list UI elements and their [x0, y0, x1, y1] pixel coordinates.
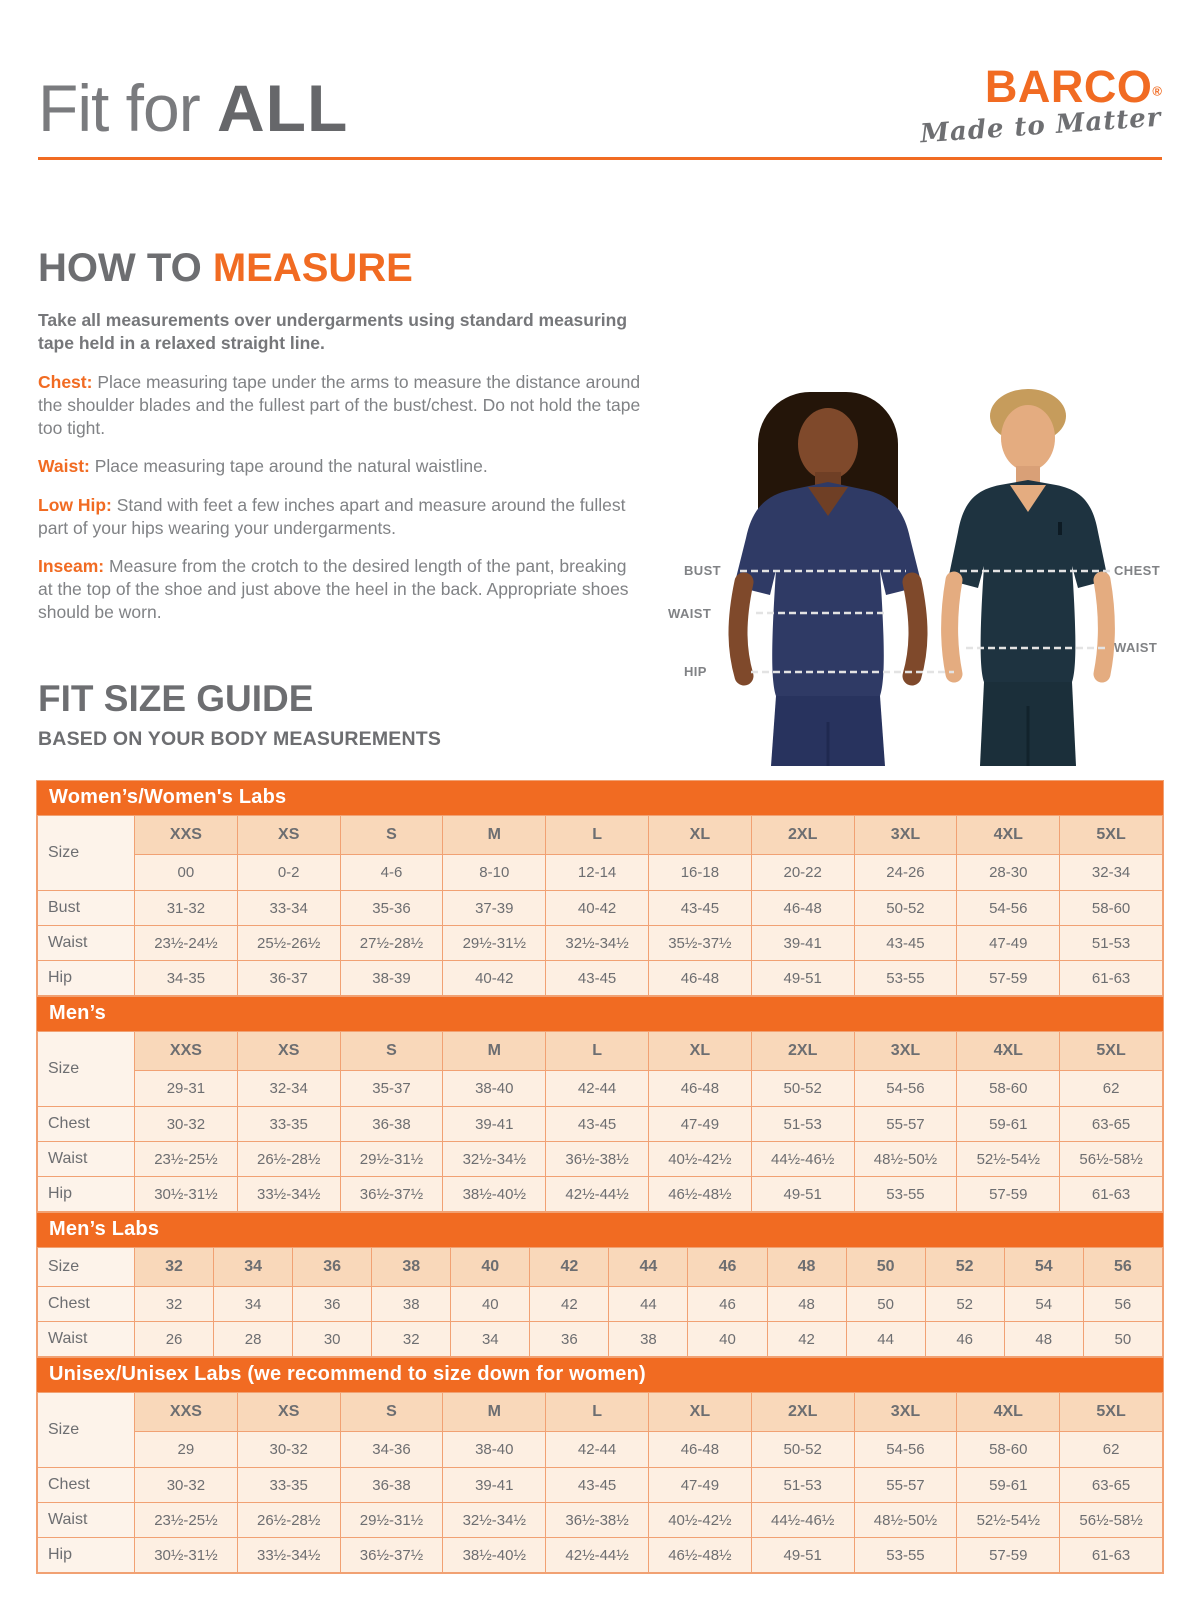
page-title	[38, 71, 349, 145]
size-col-header: 56	[1083, 1248, 1162, 1287]
numeric-size-cell: 32-34	[1060, 855, 1163, 891]
size-col-header: 3XL	[854, 1393, 957, 1432]
measurement-cell: 52½-54½	[957, 1503, 1060, 1538]
measure-item-lowhip-text: Stand with feet a few inches apart and measure around the fullest part of your hips wearing your undergarments.	[38, 494, 626, 538]
size-column-header: Size	[38, 1032, 135, 1107]
size-tables	[36, 780, 1164, 1574]
brand-name: BARCO	[984, 61, 1153, 112]
size-col-header: L	[546, 1032, 649, 1071]
figure-woman	[734, 392, 922, 766]
measurement-cell: 44	[609, 1287, 688, 1322]
measurement-cell: 51-53	[1060, 926, 1163, 961]
measurement-cell: 30½-31½	[135, 1538, 238, 1573]
measurement-cell: 38½-40½	[443, 1177, 546, 1212]
numeric-size-cell: 8-10	[443, 855, 546, 891]
measurement-cell: 43-45	[546, 1468, 649, 1503]
measurement-cell: 26½-28½	[237, 1142, 340, 1177]
measurement-cell: 29½-31½	[340, 1503, 443, 1538]
measurement-cell: 36-37	[237, 961, 340, 996]
size-col-header: 2XL	[751, 816, 854, 855]
measurement-cell: 36	[530, 1322, 609, 1357]
size-col-header: M	[443, 1393, 546, 1432]
row-label: Bust	[38, 891, 135, 926]
measurement-row-waist	[38, 1322, 1163, 1357]
measurement-cell: 59-61	[957, 1468, 1060, 1503]
size-table-womens	[36, 780, 1164, 997]
measurement-cell: 54	[1004, 1287, 1083, 1322]
row-label: Chest	[38, 1287, 135, 1322]
size-grid-womens	[37, 815, 1163, 996]
measurement-row-waist	[38, 926, 1163, 961]
measurement-cell: 32½-34½	[443, 1503, 546, 1538]
measure-item-lowhip-label: Low Hip:	[38, 494, 112, 515]
registered-mark-icon: ®	[1152, 83, 1162, 99]
size-col-header: 3XL	[854, 1032, 957, 1071]
measurement-cell: 30	[293, 1322, 372, 1357]
measurement-cell: 26	[135, 1322, 214, 1357]
measurement-cell: 39-41	[443, 1107, 546, 1142]
fit-size-guide-title: FIT SIZE GUIDE	[38, 678, 314, 719]
row-label: Waist	[38, 1503, 135, 1538]
measurement-cell: 25½-26½	[237, 926, 340, 961]
measurement-cell: 29½-31½	[443, 926, 546, 961]
measurement-row-bust	[38, 891, 1163, 926]
size-grid-mens-labs	[37, 1247, 1163, 1357]
numeric-size-cell: 24-26	[854, 855, 957, 891]
measurement-cell: 49-51	[751, 961, 854, 996]
measurement-cell: 51-53	[751, 1107, 854, 1142]
row-label: Hip	[38, 961, 135, 996]
measurement-cell: 34-35	[135, 961, 238, 996]
numeric-size-cell: 16-18	[648, 855, 751, 891]
size-col-header: XS	[237, 1393, 340, 1432]
numeric-size-cell: 46-48	[648, 1432, 751, 1468]
measurement-cell: 37-39	[443, 891, 546, 926]
measurement-cell: 38	[609, 1322, 688, 1357]
row-label: Waist	[38, 1322, 135, 1357]
measurement-cell: 30-32	[135, 1468, 238, 1503]
measure-item-chest-label: Chest:	[38, 372, 93, 393]
measurement-cell: 36½-37½	[340, 1538, 443, 1573]
numeric-size-cell: 32-34	[237, 1071, 340, 1107]
size-col-header: 46	[688, 1248, 767, 1287]
waist-left-label: WAIST	[668, 606, 712, 621]
measurement-cell: 46-48	[751, 891, 854, 926]
measurement-cell: 33-35	[237, 1468, 340, 1503]
size-col-header: XL	[648, 816, 751, 855]
size-col-header: L	[546, 816, 649, 855]
measure-item-inseam-label: Inseam:	[38, 555, 105, 576]
measurement-cell: 55-57	[854, 1468, 957, 1503]
numeric-size-cell: 38-40	[443, 1432, 546, 1468]
measurement-cell: 44½-46½	[751, 1503, 854, 1538]
measurement-cell: 54-56	[957, 891, 1060, 926]
numeric-size-cell: 62	[1060, 1071, 1163, 1107]
measurement-cell: 27½-28½	[340, 926, 443, 961]
numeric-size-cell: 58-60	[957, 1071, 1060, 1107]
size-col-header: 4XL	[957, 1393, 1060, 1432]
numeric-size-cell: 29-31	[135, 1071, 238, 1107]
row-label: Waist	[38, 926, 135, 961]
size-grid-mens	[37, 1031, 1163, 1212]
measurement-cell: 48	[767, 1287, 846, 1322]
numeric-size-cell: 35-37	[340, 1071, 443, 1107]
measurement-cell: 36	[293, 1287, 372, 1322]
numeric-size-cell: 0-2	[237, 855, 340, 891]
table-title-banner: Women’s/Women's Labs	[37, 781, 1163, 815]
size-column-header: Size	[38, 816, 135, 891]
measure-item-waist-label: Waist:	[38, 456, 90, 477]
measurement-cell: 33-34	[237, 891, 340, 926]
measurement-cell: 39-41	[751, 926, 854, 961]
fit-models-photo	[648, 380, 1200, 766]
size-col-header: M	[443, 816, 546, 855]
numeric-size-cell: 54-56	[854, 1432, 957, 1468]
numeric-size-cell: 38-40	[443, 1071, 546, 1107]
bust-label: BUST	[684, 563, 721, 578]
measurement-cell: 33½-34½	[237, 1177, 340, 1212]
measurement-cell: 28	[214, 1322, 293, 1357]
row-label: Hip	[38, 1538, 135, 1573]
measurement-cell: 57-59	[957, 1538, 1060, 1573]
row-label: Hip	[38, 1177, 135, 1212]
measurement-cell: 40	[451, 1287, 530, 1322]
size-col-header: S	[340, 816, 443, 855]
table-title-banner: Men’s Labs	[37, 1213, 1163, 1247]
measurement-cell: 32	[372, 1322, 451, 1357]
how-to-measure-section	[38, 246, 644, 639]
measurement-row-hip	[38, 1177, 1163, 1212]
size-col-header: 4XL	[957, 816, 1060, 855]
page-title-light: Fit for	[38, 71, 218, 145]
measurement-row-waist	[38, 1503, 1163, 1538]
measurement-cell: 29½-31½	[340, 1142, 443, 1177]
size-header-row	[38, 1032, 1163, 1071]
size-col-header: M	[443, 1032, 546, 1071]
measurement-row-waist	[38, 1142, 1163, 1177]
measurement-cell: 31-32	[135, 891, 238, 926]
measurement-cell: 53-55	[854, 961, 957, 996]
size-col-header: 5XL	[1060, 1393, 1163, 1432]
table-title-banner: Unisex/Unisex Labs (we recommend to size down for women)	[37, 1358, 1163, 1392]
size-col-header: 54	[1004, 1248, 1083, 1287]
how-to-measure-title-gray: HOW TO	[38, 246, 213, 290]
measurement-cell: 49-51	[751, 1177, 854, 1212]
size-col-header: 34	[214, 1248, 293, 1287]
numeric-size-row	[38, 1071, 1163, 1107]
numeric-size-cell: 62	[1060, 1432, 1163, 1468]
measurement-cell: 43-45	[546, 1107, 649, 1142]
size-col-header: S	[340, 1032, 443, 1071]
measurement-cell: 59-61	[957, 1107, 1060, 1142]
measurement-cell: 48	[1004, 1322, 1083, 1357]
measurement-cell: 47-49	[648, 1468, 751, 1503]
measurement-cell: 47-49	[648, 1107, 751, 1142]
numeric-size-cell: 42-44	[546, 1432, 649, 1468]
measurement-cell: 48½-50½	[854, 1142, 957, 1177]
measurement-cell: 40½-42½	[648, 1142, 751, 1177]
numeric-size-cell: 42-44	[546, 1071, 649, 1107]
measurement-cell: 38½-40½	[443, 1538, 546, 1573]
measurement-cell: 43-45	[546, 961, 649, 996]
hip-label: HIP	[684, 664, 707, 679]
measurement-cell: 42	[530, 1287, 609, 1322]
measure-item-waist	[38, 455, 644, 478]
fit-size-guide-subtitle: BASED ON YOUR BODY MEASUREMENTS	[38, 728, 442, 750]
size-col-header: XL	[648, 1032, 751, 1071]
size-column-header: Size	[38, 1248, 135, 1287]
numeric-size-cell: 30-32	[237, 1432, 340, 1468]
measurement-cell: 44	[846, 1322, 925, 1357]
size-col-header: 5XL	[1060, 816, 1163, 855]
brand-logo	[919, 61, 1163, 150]
measurement-cell: 39-41	[443, 1468, 546, 1503]
measurement-cell: 33½-34½	[237, 1538, 340, 1573]
size-col-header: XS	[237, 1032, 340, 1071]
size-grid-unisex	[37, 1392, 1163, 1573]
measurement-cell: 50	[1083, 1322, 1162, 1357]
measurement-cell: 52	[925, 1287, 1004, 1322]
page-title-bold: ALL	[217, 71, 349, 145]
size-col-header: 4XL	[957, 1032, 1060, 1071]
page-header	[38, 50, 1162, 160]
measurement-cell: 49-51	[751, 1538, 854, 1573]
measure-item-chest	[38, 371, 644, 440]
measurement-cell: 40-42	[546, 891, 649, 926]
numeric-size-cell: 12-14	[546, 855, 649, 891]
size-column-header: Size	[38, 1393, 135, 1468]
size-header-row	[38, 1393, 1163, 1432]
measurement-cell: 30½-31½	[135, 1177, 238, 1212]
fit-size-guide-heading	[38, 678, 441, 751]
measurement-cell: 61-63	[1060, 961, 1163, 996]
measurement-cell: 42	[767, 1322, 846, 1357]
measurement-cell: 50-52	[854, 891, 957, 926]
measurement-cell: 61-63	[1060, 1177, 1163, 1212]
measurement-cell: 36-38	[340, 1468, 443, 1503]
size-col-header: XXS	[135, 816, 238, 855]
size-col-header: 42	[530, 1248, 609, 1287]
how-to-measure-title-accent: MEASURE	[212, 246, 413, 290]
size-col-header: 38	[372, 1248, 451, 1287]
measurement-cell: 48½-50½	[854, 1503, 957, 1538]
measurement-cell: 42½-44½	[546, 1177, 649, 1212]
measurement-cell: 55-57	[854, 1107, 957, 1142]
measurement-cell: 58-60	[1060, 891, 1163, 926]
numeric-size-cell: 46-48	[648, 1071, 751, 1107]
measurement-cell: 56½-58½	[1060, 1142, 1163, 1177]
measurement-cell: 23½-24½	[135, 926, 238, 961]
numeric-size-cell: 58-60	[957, 1432, 1060, 1468]
size-col-header: S	[340, 1393, 443, 1432]
size-table-mens-labs	[36, 1213, 1164, 1358]
measure-item-inseam-text: Measure from the crotch to the desired length of the pant, breaking at the top of the shoe and just above the heel in the back. Appropriate shoes should be worn.	[38, 555, 629, 622]
size-table-mens	[36, 997, 1164, 1213]
measurement-cell: 32½-34½	[546, 926, 649, 961]
size-col-header: XS	[237, 816, 340, 855]
numeric-size-row	[38, 1432, 1163, 1468]
row-label: Waist	[38, 1142, 135, 1177]
chest-label: CHEST	[1114, 563, 1161, 578]
numeric-size-cell: 50-52	[751, 1432, 854, 1468]
measurement-cell: 40½-42½	[648, 1503, 751, 1538]
size-col-header: XL	[648, 1393, 751, 1432]
measurement-row-hip	[38, 1538, 1163, 1573]
size-col-header: XXS	[135, 1032, 238, 1071]
how-to-measure-title	[38, 246, 644, 291]
numeric-size-cell: 50-52	[751, 1071, 854, 1107]
size-col-header: 44	[609, 1248, 688, 1287]
measurement-cell: 46½-48½	[648, 1177, 751, 1212]
measurement-row-hip	[38, 961, 1163, 996]
measurement-cell: 56½-58½	[1060, 1503, 1163, 1538]
measurement-cell: 53-55	[854, 1177, 957, 1212]
numeric-size-cell: 28-30	[957, 855, 1060, 891]
measurement-cell: 23½-25½	[135, 1142, 238, 1177]
brand-tagline: Made to Matter	[919, 102, 1163, 150]
measurement-cell: 40-42	[443, 961, 546, 996]
row-label: Chest	[38, 1468, 135, 1503]
measurement-cell: 46½-48½	[648, 1538, 751, 1573]
measurement-row-chest	[38, 1287, 1163, 1322]
size-header-row	[38, 816, 1163, 855]
measurement-cell: 43-45	[854, 926, 957, 961]
size-col-header: 32	[135, 1248, 214, 1287]
size-col-header: 2XL	[751, 1393, 854, 1432]
measurement-row-chest	[38, 1107, 1163, 1142]
measure-intro: Take all measurements over undergarments using standard measuring tape held in a relaxed straight line.	[38, 310, 628, 354]
measurement-cell: 35-36	[340, 891, 443, 926]
size-table-unisex	[36, 1358, 1164, 1574]
measurement-cell: 52½-54½	[957, 1142, 1060, 1177]
measurement-cell: 33-35	[237, 1107, 340, 1142]
measure-item-chest-text: Place measuring tape under the arms to measure the distance around the shoulder blades and the fullest part of the bust/chest. Do not hold the tape too tight.	[38, 372, 641, 439]
measurement-cell: 43-45	[648, 891, 751, 926]
measurement-cell: 36½-37½	[340, 1177, 443, 1212]
measurement-cell: 35½-37½	[648, 926, 751, 961]
measurement-cell: 38	[372, 1287, 451, 1322]
measurement-cell: 46	[688, 1287, 767, 1322]
measurement-cell: 44½-46½	[751, 1142, 854, 1177]
numeric-size-cell: 20-22	[751, 855, 854, 891]
figure-man	[948, 389, 1108, 766]
size-col-header: L	[546, 1393, 649, 1432]
measurement-cell: 30-32	[135, 1107, 238, 1142]
measurement-cell: 53-55	[854, 1538, 957, 1573]
measure-item-lowhip	[38, 494, 644, 540]
measurement-cell: 46	[925, 1322, 1004, 1357]
measurement-cell: 42½-44½	[546, 1538, 649, 1573]
size-col-header: 52	[925, 1248, 1004, 1287]
numeric-size-cell: 54-56	[854, 1071, 957, 1107]
measurement-cell: 26½-28½	[237, 1503, 340, 1538]
measurement-cell: 46-48	[648, 961, 751, 996]
measurement-cell: 50	[846, 1287, 925, 1322]
numeric-size-cell: 29	[135, 1432, 238, 1468]
measurement-cell: 63-65	[1060, 1107, 1163, 1142]
row-label: Chest	[38, 1107, 135, 1142]
measurement-cell: 32	[135, 1287, 214, 1322]
size-col-header: 3XL	[854, 816, 957, 855]
numeric-size-cell: 4-6	[340, 855, 443, 891]
numeric-size-cell: 34-36	[340, 1432, 443, 1468]
measure-item-inseam	[38, 555, 644, 624]
brand-name-row	[920, 61, 1162, 112]
measurement-cell: 57-59	[957, 1177, 1060, 1212]
numeric-size-row	[38, 855, 1163, 891]
measurement-cell: 56	[1083, 1287, 1162, 1322]
size-header-row	[38, 1248, 1163, 1287]
measurement-row-chest	[38, 1468, 1163, 1503]
measurement-cell: 23½-25½	[135, 1503, 238, 1538]
measurement-cell: 32½-34½	[443, 1142, 546, 1177]
measurement-cell: 36½-38½	[546, 1503, 649, 1538]
measurement-cell: 34	[451, 1322, 530, 1357]
size-col-header: 36	[293, 1248, 372, 1287]
measure-item-waist-text: Place measuring tape around the natural waistline.	[89, 456, 488, 477]
size-col-header: 40	[451, 1248, 530, 1287]
measurement-cell: 36½-38½	[546, 1142, 649, 1177]
waist-right-label: WAIST	[1114, 640, 1158, 655]
size-col-header: 50	[846, 1248, 925, 1287]
measurement-cell: 57-59	[957, 961, 1060, 996]
numeric-size-cell: 00	[135, 855, 238, 891]
measurement-cell: 34	[214, 1287, 293, 1322]
measurement-cell: 47-49	[957, 926, 1060, 961]
size-col-header: 5XL	[1060, 1032, 1163, 1071]
measurement-cell: 40	[688, 1322, 767, 1357]
size-col-header: 48	[767, 1248, 846, 1287]
table-title-banner: Men’s	[37, 997, 1163, 1031]
measurement-cell: 36-38	[340, 1107, 443, 1142]
measurement-cell: 51-53	[751, 1468, 854, 1503]
size-col-header: 2XL	[751, 1032, 854, 1071]
measurement-cell: 61-63	[1060, 1538, 1163, 1573]
measurement-cell: 38-39	[340, 961, 443, 996]
size-col-header: XXS	[135, 1393, 238, 1432]
measurement-cell: 63-65	[1060, 1468, 1163, 1503]
